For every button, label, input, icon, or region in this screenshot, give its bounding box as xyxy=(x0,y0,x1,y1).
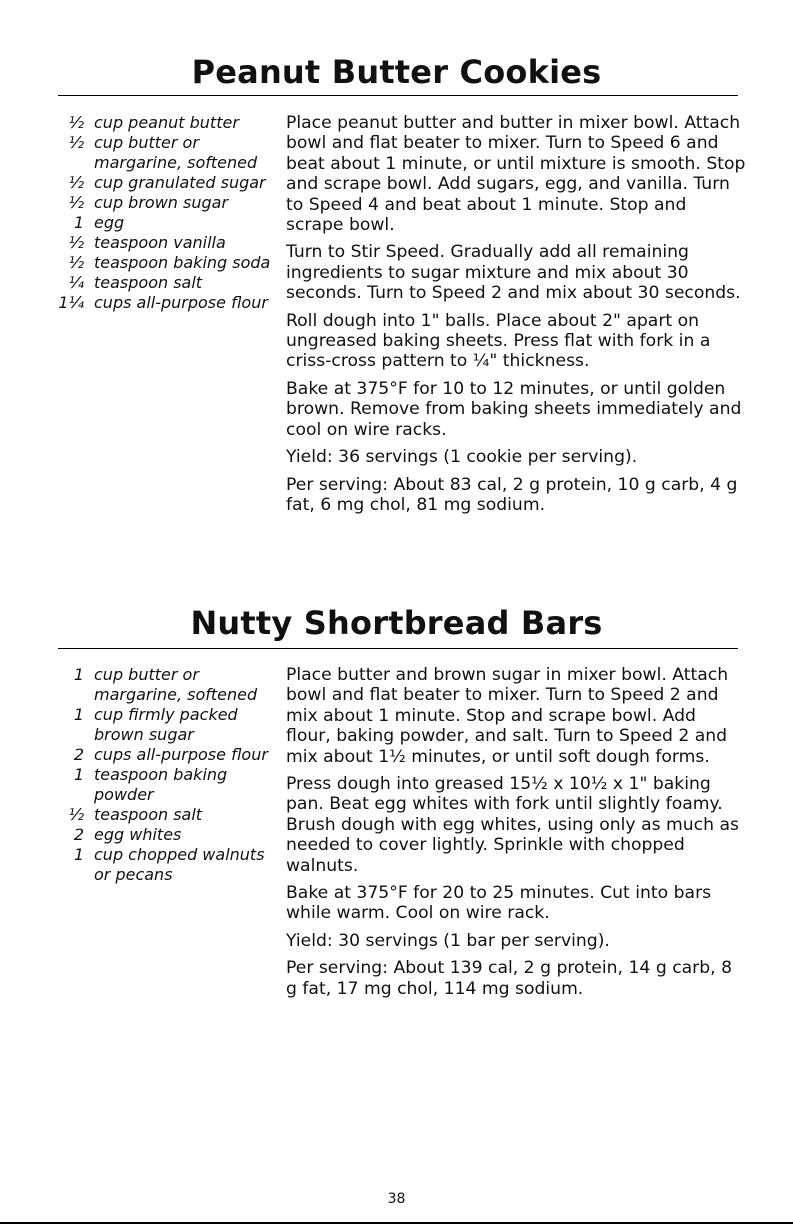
method-paragraph: Place butter and brown sugar in mixer bowl. Attach bowl and flat beater to mixer. Turn to Speed 2 and mix about 1 minute. Stop and scrape bowl. Add flour, baking powder, and salt. Turn to Speed 2 and mix about 1½ minutes, or until soft dough forms. xyxy=(286,665,729,767)
ingredient-item: 1 cup firmly packed brown sugar xyxy=(73,705,238,744)
ingredient-list xyxy=(58,113,273,313)
recipe-title: Peanut Butter Cookies xyxy=(191,53,602,91)
nutrition-text: Per serving: About 139 cal, 2 g protein, 14 g carb, 8 g fat, 17 mg chol, 114 mg sodium. xyxy=(286,958,733,999)
method-paragraph: Roll dough into 1" balls. Place about 2" apart on ungreased baking sheets. Press flat with fork in a criss-cross pattern to ¼" thickness. xyxy=(286,310,711,372)
yield-text: Yield: 30 servings (1 bar per serving). xyxy=(286,930,610,951)
ingredient-item: ½ teaspoon baking soda xyxy=(68,253,271,272)
page-number: 38 xyxy=(387,1191,406,1207)
nutrition-text: Per serving: About 83 cal, 2 g protein, 10 g carb, 4 g fat, 6 mg chol, 81 mg sodium. xyxy=(286,474,738,515)
method-paragraph: Place peanut butter and butter in mixer bowl. Attach bowl and flat beater to mixer. Turn to Speed 6 and beat about 1 minute, or until mixture is smooth. Stop and scrape bowl. Add sugars, egg, and vanilla. Turn to Speed 4 and beat about 1 minute. Stop and scrape bowl. xyxy=(286,113,746,236)
recipe-title: Nutty Shortbread Bars xyxy=(190,604,603,642)
method-paragraph: Turn to Stir Speed. Gradually add all remaining ingredients to sugar mixture and mix about 30 seconds. Turn to Speed 2 and mix about 30 seconds. xyxy=(286,242,741,304)
method-paragraph: Press dough into greased 15½ x 10½ x 1" baking pan. Beat egg whites with fork until slightly foamy. Brush dough with egg whites, using only as much as needed to cover lightly. Sprinkle with chopped walnuts. xyxy=(286,774,739,876)
ingredient-item: ½ cup brown sugar xyxy=(68,193,229,212)
ingredient-item: 2 cups all-purpose flour xyxy=(73,745,268,764)
ingredient-item: ½ teaspoon vanilla xyxy=(68,233,226,252)
ingredient-item: 1 cup chopped walnuts or pecans xyxy=(73,845,265,884)
page-bottom-rule xyxy=(0,1222,793,1224)
title-divider xyxy=(58,648,738,649)
title-divider xyxy=(58,95,738,96)
method-text xyxy=(286,113,746,522)
method-paragraph: Bake at 375°F for 20 to 25 minutes. Cut into bars while warm. Cool on wire rack. xyxy=(286,883,712,924)
ingredient-item: 1 cup butter or margarine, softened xyxy=(73,665,258,704)
ingredient-item: ¼ teaspoon salt xyxy=(68,273,203,292)
ingredient-list xyxy=(58,665,273,885)
ingredient-item: ½ teaspoon salt xyxy=(68,805,203,824)
ingredient-item: ½ cup butter or margarine, softened xyxy=(68,133,258,172)
ingredient-item: ½ cup granulated sugar xyxy=(68,173,266,192)
ingredient-item: 1 teaspoon baking powder xyxy=(73,765,228,804)
ingredient-item: 2 egg whites xyxy=(73,825,182,844)
method-paragraph: Bake at 375°F for 10 to 12 minutes, or until golden brown. Remove from baking sheets immediately and cool on wire racks. xyxy=(286,378,742,440)
yield-text: Yield: 36 servings (1 cookie per serving). xyxy=(286,447,638,468)
ingredient-item: 1¼ cups all-purpose flour xyxy=(58,293,268,312)
method-text xyxy=(286,665,746,1006)
ingredient-item: ½ cup peanut butter xyxy=(68,113,239,132)
ingredient-item: 1 egg xyxy=(73,213,125,232)
